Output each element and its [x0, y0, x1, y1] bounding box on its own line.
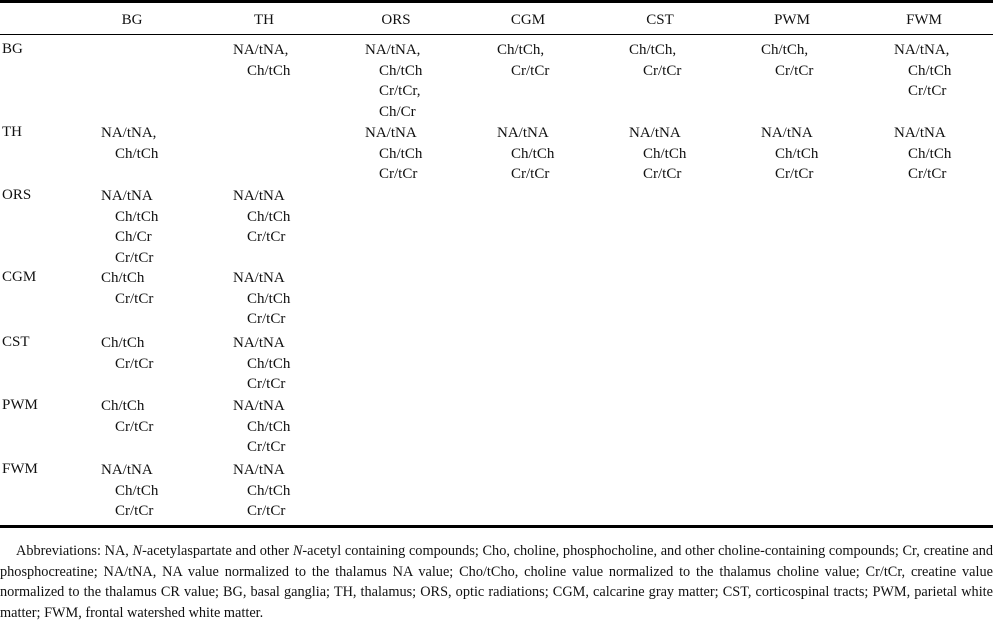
cell-line: Ch/tCh [115, 208, 159, 225]
cell-line: NA/tNA [233, 270, 285, 286]
table-cell [101, 460, 158, 522]
table-cell [233, 460, 290, 522]
table-cell [894, 123, 951, 185]
cell-line: NA/tNA [629, 125, 681, 141]
cell-line: NA/tNA [233, 188, 285, 204]
table-cell [497, 123, 554, 185]
cell-line: Ch/tCh [247, 62, 291, 79]
table-cell [101, 333, 153, 374]
row-label: BG [2, 41, 23, 57]
cell-line: Cr/tCr [775, 62, 814, 79]
cell-line: Cr/tCr [115, 355, 154, 372]
cell-line: NA/tNA, [101, 125, 157, 141]
cell-line: Ch/tCh, [629, 42, 677, 58]
table-bottom-rule [0, 525, 993, 528]
cell-line: Ch/tCh [643, 145, 687, 162]
column-header: BG [121, 12, 143, 28]
cell-line: Cr/tCr [247, 439, 286, 455]
cell-line: Ch/tCh, [761, 42, 809, 58]
table-cell [101, 268, 153, 309]
cell-line: Ch/tCh [775, 145, 819, 162]
cell-line: Cr/tCr [115, 249, 154, 266]
row-label: TH [2, 124, 22, 140]
table-cell [629, 123, 686, 185]
table-cell [761, 40, 813, 81]
table-cell [101, 396, 153, 437]
cell-line: NA/tNA, [365, 42, 421, 58]
cell-line: Ch/tCh [247, 482, 291, 499]
cell-line: Cr/tCr [511, 62, 550, 79]
cell-line: NA/tNA [497, 125, 549, 141]
cell-line: Ch/Cr [115, 229, 152, 245]
cell-line: Ch/tCh [247, 290, 291, 307]
cell-line: Cr/tCr, [379, 83, 421, 99]
footnote-italic-1: N [132, 543, 143, 559]
cell-line: Ch/tCh [379, 62, 423, 79]
cell-line: Ch/tCh [101, 270, 145, 286]
cell-line: Ch/tCh [511, 145, 555, 162]
row-label: CST [2, 334, 30, 350]
cell-line: Cr/tCr [247, 311, 286, 327]
cell-line: NA/tNA [894, 125, 946, 141]
table-top-rule [0, 0, 993, 3]
table-cell [497, 40, 549, 81]
cell-line: NA/tNA [233, 398, 285, 414]
cell-line: Cr/tCr [643, 62, 682, 79]
cell-line: Cr/tCr [115, 418, 154, 435]
cell-line: Cr/tCr [247, 503, 286, 519]
cell-line: Cr/tCr [115, 503, 154, 519]
cell-line: Ch/tCh [101, 398, 145, 414]
table-footnote [0, 541, 993, 623]
table-cell [894, 40, 951, 102]
cell-line: NA/tNA [365, 125, 417, 141]
cell-line: Ch/tCh [115, 145, 159, 162]
cell-line: NA/tNA [101, 188, 153, 204]
table-cell [233, 268, 290, 330]
column-header: FWM [906, 12, 942, 28]
cell-line: Ch/tCh [908, 62, 952, 79]
footnote-text-1: Abbreviations: NA, [16, 543, 133, 559]
cell-line: Cr/tCr [908, 166, 947, 182]
row-label: CGM [2, 269, 37, 285]
cell-line: Cr/tCr [775, 166, 814, 182]
cell-line: Ch/tCh, [497, 42, 545, 58]
column-header: PWM [774, 12, 810, 28]
column-header: CST [646, 12, 674, 28]
column-header: ORS [381, 12, 411, 28]
footnote-text-3: -acetyl containing compounds; Cho, choline, phosphocholine, and other choline-containing compounds; Cr, creatine and phosphocreatine; NA/tNA, NA value normalized to the thalamus NA value; Cho/tCho, choline value normalized to the thalamus choline value; Cr/tCr, creatine value normalized to the thalamus CR value; BG, basal ganglia; TH, thalamus; ORS, optic radiations; CGM, calcarine gray matter; CST, corticospinal tracts; PWM, parietal white matter; FWM, frontal watershed white matter. [0, 543, 993, 621]
cell-line: NA/tNA [233, 462, 285, 478]
row-label: FWM [2, 461, 38, 477]
cell-line: Ch/tCh [379, 145, 423, 162]
column-header: CGM [510, 12, 546, 28]
cell-line: Ch/tCh [115, 482, 159, 499]
cell-line: Cr/tCr [643, 166, 682, 182]
cell-line: NA/tNA, [233, 42, 289, 58]
footnote-italic-2: N [292, 543, 303, 559]
cell-line: Ch/tCh [247, 418, 291, 435]
row-label: PWM [2, 397, 38, 413]
table-cell [365, 123, 422, 185]
column-header: TH [254, 12, 274, 28]
table-cell [365, 40, 422, 122]
table-cell [101, 186, 158, 268]
table-cell [233, 186, 290, 248]
cell-line: Ch/tCh [247, 355, 291, 372]
cell-line: Ch/Cr [379, 103, 416, 120]
table-cell [233, 333, 290, 395]
cell-line: NA/tNA [761, 125, 813, 141]
cell-line: Cr/tCr [908, 83, 947, 99]
table-cell [233, 40, 290, 81]
cell-line: Cr/tCr [247, 229, 286, 245]
row-label: ORS [2, 187, 32, 203]
cell-line: NA/tNA [101, 462, 153, 478]
table-cell [761, 123, 818, 185]
table-cell [629, 40, 681, 81]
cell-line: Ch/tCh [247, 208, 291, 225]
cell-line: Cr/tCr [379, 166, 418, 182]
footnote-text-2: -acetylaspartate and other [142, 543, 293, 559]
cell-line: NA/tNA, [894, 42, 950, 58]
cell-line: NA/tNA [233, 335, 285, 351]
cell-line: Cr/tCr [115, 290, 154, 307]
table-cell [101, 123, 158, 164]
cell-line: Ch/tCh [908, 145, 952, 162]
cell-line: Cr/tCr [511, 166, 550, 182]
table-cell [233, 396, 290, 458]
cell-line: Ch/tCh [101, 335, 145, 351]
table-header-rule [0, 34, 993, 35]
cell-line: Cr/tCr [247, 376, 286, 392]
